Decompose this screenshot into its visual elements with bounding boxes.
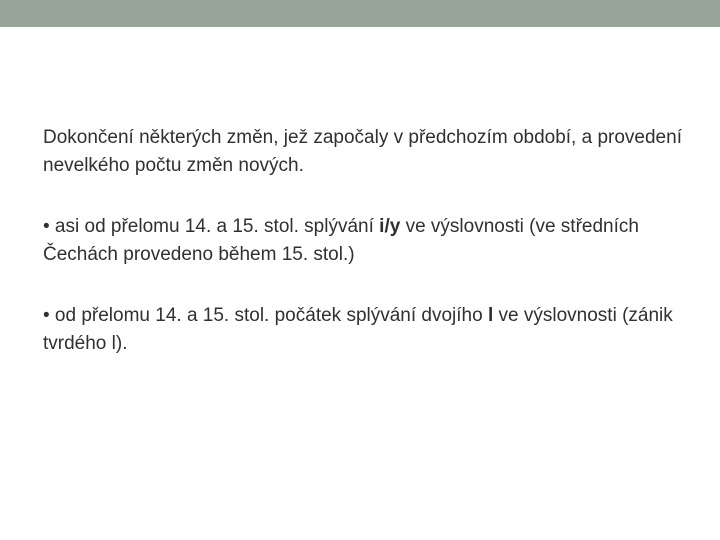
bullet-iy-merger — [43, 213, 683, 269]
top-decorative-bar — [0, 0, 720, 27]
bullet-iy-bold-term: i/y — [379, 216, 401, 237]
bullet-iy-text-before: • asi od přelomu 14. a 15. stol. splývání — [43, 216, 380, 237]
slide-content — [43, 124, 683, 358]
bullet-l-text-after: ve výslovnosti (zánik tvrdého l). — [43, 305, 673, 354]
intro-paragraph: Dokončení některých změn, jež započaly v předchozím období, a provedení nevelkého počtu změn nových. — [43, 127, 682, 176]
bullet-iy-text-after: ve výslovnosti (ve středních Čechách provedeno během 15. stol.) — [43, 216, 639, 265]
bullet-l-text-before: • od přelomu 14. a 15. stol. počátek splývání dvojího — [43, 305, 488, 326]
bullet-l-merger — [43, 302, 683, 358]
bullet-l-bold-term: l — [487, 305, 494, 326]
